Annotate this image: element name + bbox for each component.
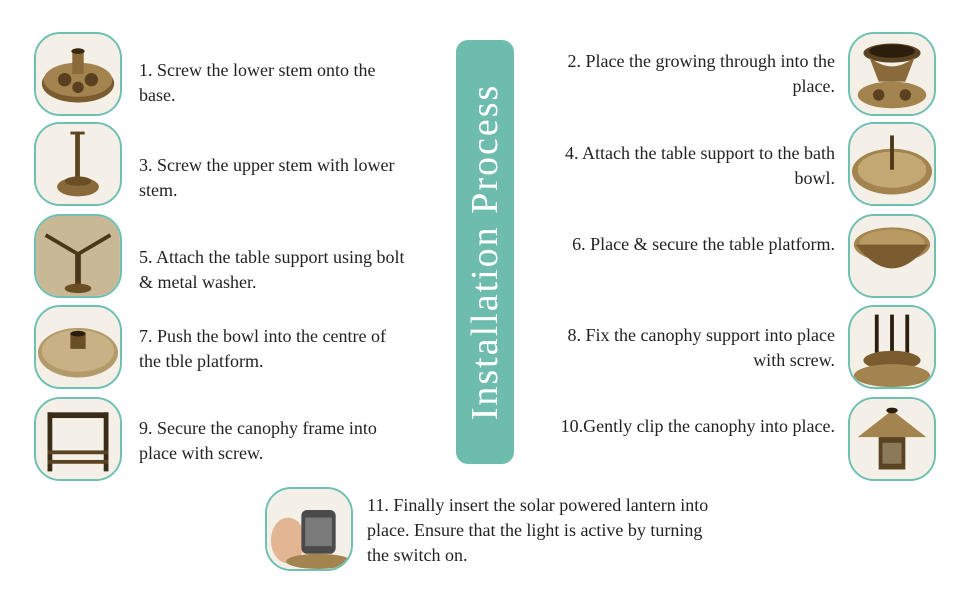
step-3-text: 3. Screw the upper stem with lower stem. [139, 155, 395, 200]
bowl-photo-icon [34, 305, 122, 389]
step-1-text: 1. Screw the lower stem onto the base. [139, 60, 376, 105]
table-platform-photo-icon [848, 214, 936, 298]
step-8-text: 8. Fix the canophy support into place with screw. [567, 325, 835, 370]
bath-bowl-photo-icon [848, 122, 936, 206]
step-6-text: 6. Place & secure the table platform. [572, 234, 835, 254]
stem-photo-icon [34, 122, 122, 206]
table-support-photo-icon [34, 214, 122, 298]
canopy-photo-icon [848, 397, 936, 481]
step-5-text: 5. Attach the table support using bolt & metal washer. [139, 247, 405, 292]
step-9-text: 9. Secure the canophy frame into place with screw. [139, 418, 377, 463]
canopy-support-photo-icon [848, 305, 936, 389]
title-banner [456, 40, 514, 464]
page-title: Installation Process [464, 83, 506, 421]
step-11-text: 11. Finally insert the solar powered lantern into place. Ensure that the light is active by turning the switch on. [367, 495, 709, 565]
step-4-text: 4. Attach the table support to the bath bowl. [565, 143, 835, 188]
step-10-text: 10.Gently clip the canophy into place. [560, 416, 835, 436]
growing-through-photo-icon [848, 32, 936, 116]
step-7-text: 7. Push the bowl into the centre of the tble platform. [139, 326, 386, 371]
canopy-frame-photo-icon [34, 397, 122, 481]
lantern-photo-icon [265, 487, 353, 571]
step-2-text: 2. Place the growing through into the place. [567, 51, 835, 96]
base-photo-icon [34, 32, 122, 116]
